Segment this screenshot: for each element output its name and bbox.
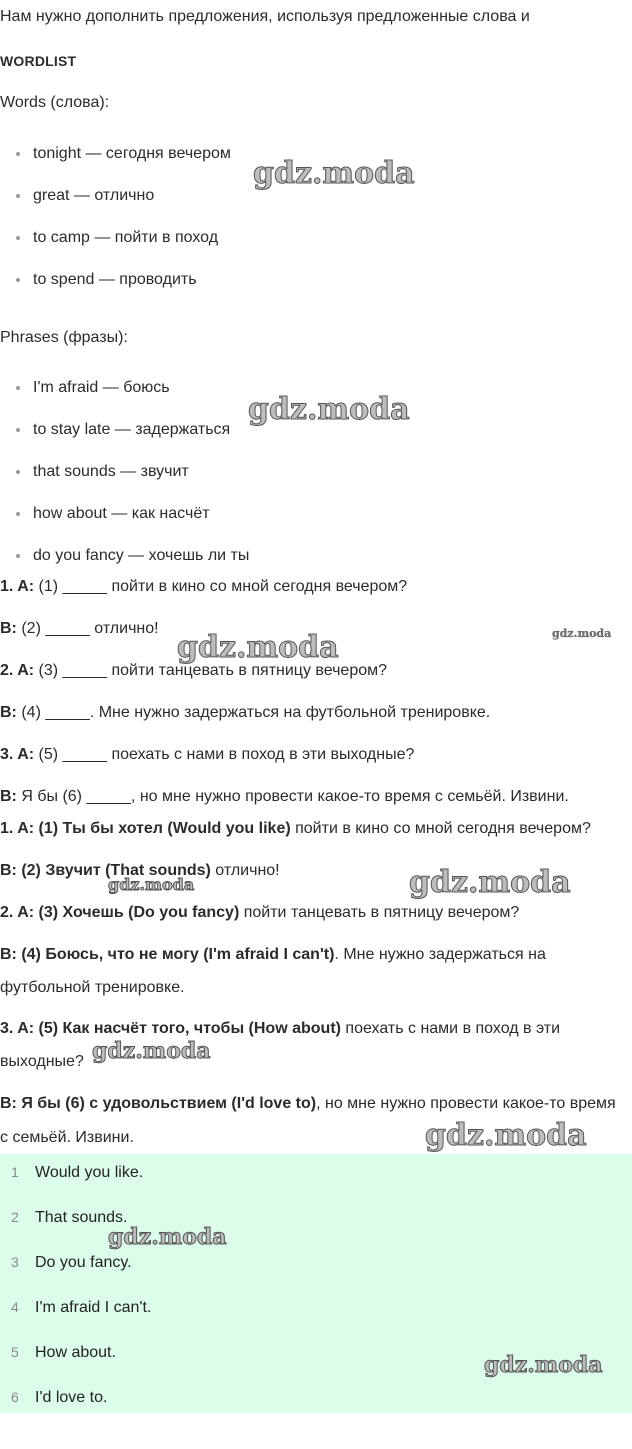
bullet-icon [16, 386, 20, 390]
task-line [0, 703, 490, 723]
solution-continuation: с семьёй. Извини. [0, 1129, 134, 1146]
list-item [16, 228, 218, 248]
solution-continuation: футбольной тренировке. [0, 979, 185, 996]
solution-continuation: выходные? [0, 1053, 84, 1070]
answer-item [0, 1387, 107, 1408]
list-item [16, 462, 189, 482]
solution-bold: B: (4) Боюсь, что не могу (I'm afraid I can't) [0, 946, 335, 963]
list-item [16, 144, 231, 164]
task-line [0, 787, 569, 807]
answer-number: 4 [11, 1299, 19, 1315]
answer-item [0, 1297, 151, 1318]
word-text: to camp — пойти в поход [33, 229, 219, 246]
answer-text: I'm afraid I can't. [35, 1299, 152, 1316]
solution-text: поехать с нами в поход в эти [340, 1020, 561, 1037]
solution-line [0, 903, 519, 923]
task-text: (1) _____ пойти в кино со мной сегодня вечером? [34, 578, 408, 595]
bullet-icon [16, 278, 20, 282]
answer-text: Do you fancy. [35, 1254, 132, 1271]
solution-line [0, 819, 591, 839]
answer-number: 5 [11, 1344, 19, 1360]
speaker-label: B: [0, 704, 17, 721]
solution-bold: 3. A: (5) Как насчёт того, чтобы (How about) [0, 1020, 341, 1037]
answer-text: I'd love to. [35, 1389, 108, 1406]
word-text: tonight — сегодня вечером [33, 145, 231, 162]
watermark: gdz.moda [177, 630, 339, 665]
list-item [16, 420, 230, 440]
task-line [0, 619, 159, 639]
list-item [16, 270, 197, 290]
answer-item [0, 1162, 143, 1183]
phrase-text: how about — как насчёт [33, 505, 210, 522]
word-text: great — отлично [33, 187, 155, 204]
solution-bold: B: Я бы (6) с удовольствием (I'd love to) [0, 1095, 317, 1112]
phrase-text: I'm afraid — боюсь [33, 379, 170, 396]
intro-text: Нам нужно дополнить предложения, используя предложенные слова и [0, 8, 530, 25]
watermark: gdz.moda [108, 875, 195, 894]
phrase-text: that sounds — звучит [33, 463, 189, 480]
answer-number: 3 [11, 1254, 19, 1270]
watermark: gdz.moda [108, 1224, 227, 1250]
solution-text: пойти в кино со мной сегодня вечером? [290, 820, 591, 837]
list-item [16, 378, 170, 398]
bullet-icon [16, 428, 20, 432]
watermark: gdz.moda [92, 1038, 211, 1064]
speaker-label: 2. A: [0, 662, 35, 679]
task-line [0, 577, 407, 597]
watermark: gdz.moda [253, 156, 415, 191]
solution-line [0, 1094, 616, 1114]
answer-number: 6 [11, 1389, 19, 1405]
watermark: gdz.moda [248, 392, 410, 427]
answer-text: Would you like. [35, 1164, 144, 1181]
phrase-text: to stay late — задержаться [33, 421, 231, 438]
speaker-label: B: [0, 788, 17, 805]
task-text: Я бы (6) _____, но мне нужно провести какое-то время с семьёй. Извини. [16, 788, 569, 805]
solution-bold: B: (2) Звучит (That sounds) [0, 862, 211, 879]
wordlist-heading: WORDLIST [0, 53, 77, 69]
watermark: gdz.moda [484, 1352, 603, 1378]
speaker-label: 1. A: [0, 578, 35, 595]
solution-text: пойти танцевать в пятницу вечером? [239, 904, 520, 921]
answer-text: That sounds. [35, 1209, 128, 1226]
task-text: (2) _____ отлично! [16, 620, 159, 637]
solution-bold: 1. A: (1) Ты бы хотел (Would you like) [0, 820, 291, 837]
answer-number: 2 [11, 1209, 19, 1225]
bullet-icon [16, 194, 20, 198]
watermark: gdz.moda [552, 627, 612, 640]
word-text: to spend — проводить [33, 271, 197, 288]
task-line [0, 661, 387, 681]
solution-bold: 2. A: (3) Хочешь (Do you fancy) [0, 904, 240, 921]
answer-item [0, 1342, 116, 1363]
task-text: (5) _____ поехать с нами в поход в эти выходные? [34, 746, 415, 763]
answer-item [0, 1252, 132, 1273]
bullet-icon [16, 470, 20, 474]
words-heading: Words (слова): [0, 94, 110, 111]
list-item [16, 186, 154, 206]
task-text: (3) _____ пойти танцевать в пятницу вечером? [34, 662, 388, 679]
solution-line [0, 945, 546, 965]
bullet-icon [16, 512, 20, 516]
speaker-label: 3. A: [0, 746, 35, 763]
solution-line [0, 861, 280, 881]
watermark: gdz.moda [409, 865, 571, 900]
answer-item [0, 1207, 128, 1228]
phrases-heading: Phrases (фразы): [0, 329, 128, 346]
bullet-icon [16, 236, 20, 240]
bullet-icon [16, 152, 20, 156]
watermark: gdz.moda [425, 1118, 587, 1153]
bullet-icon [16, 554, 20, 558]
phrase-text: do you fancy — хочешь ли ты [33, 547, 250, 564]
task-text: (4) _____. Мне нужно задержаться на футбольной тренировке. [16, 704, 491, 721]
solution-text: , но мне нужно провести какое-то время [316, 1095, 616, 1112]
answer-text: How about. [35, 1344, 116, 1361]
answer-number: 1 [11, 1164, 19, 1180]
solution-text: отлично! [210, 862, 280, 879]
answers-block [0, 1154, 632, 1413]
solution-text: . Мне нужно задержаться на [334, 946, 546, 963]
speaker-label: B: [0, 620, 17, 637]
list-item [16, 546, 249, 566]
solution-line [0, 1019, 560, 1039]
list-item [16, 504, 210, 524]
task-line [0, 745, 414, 765]
